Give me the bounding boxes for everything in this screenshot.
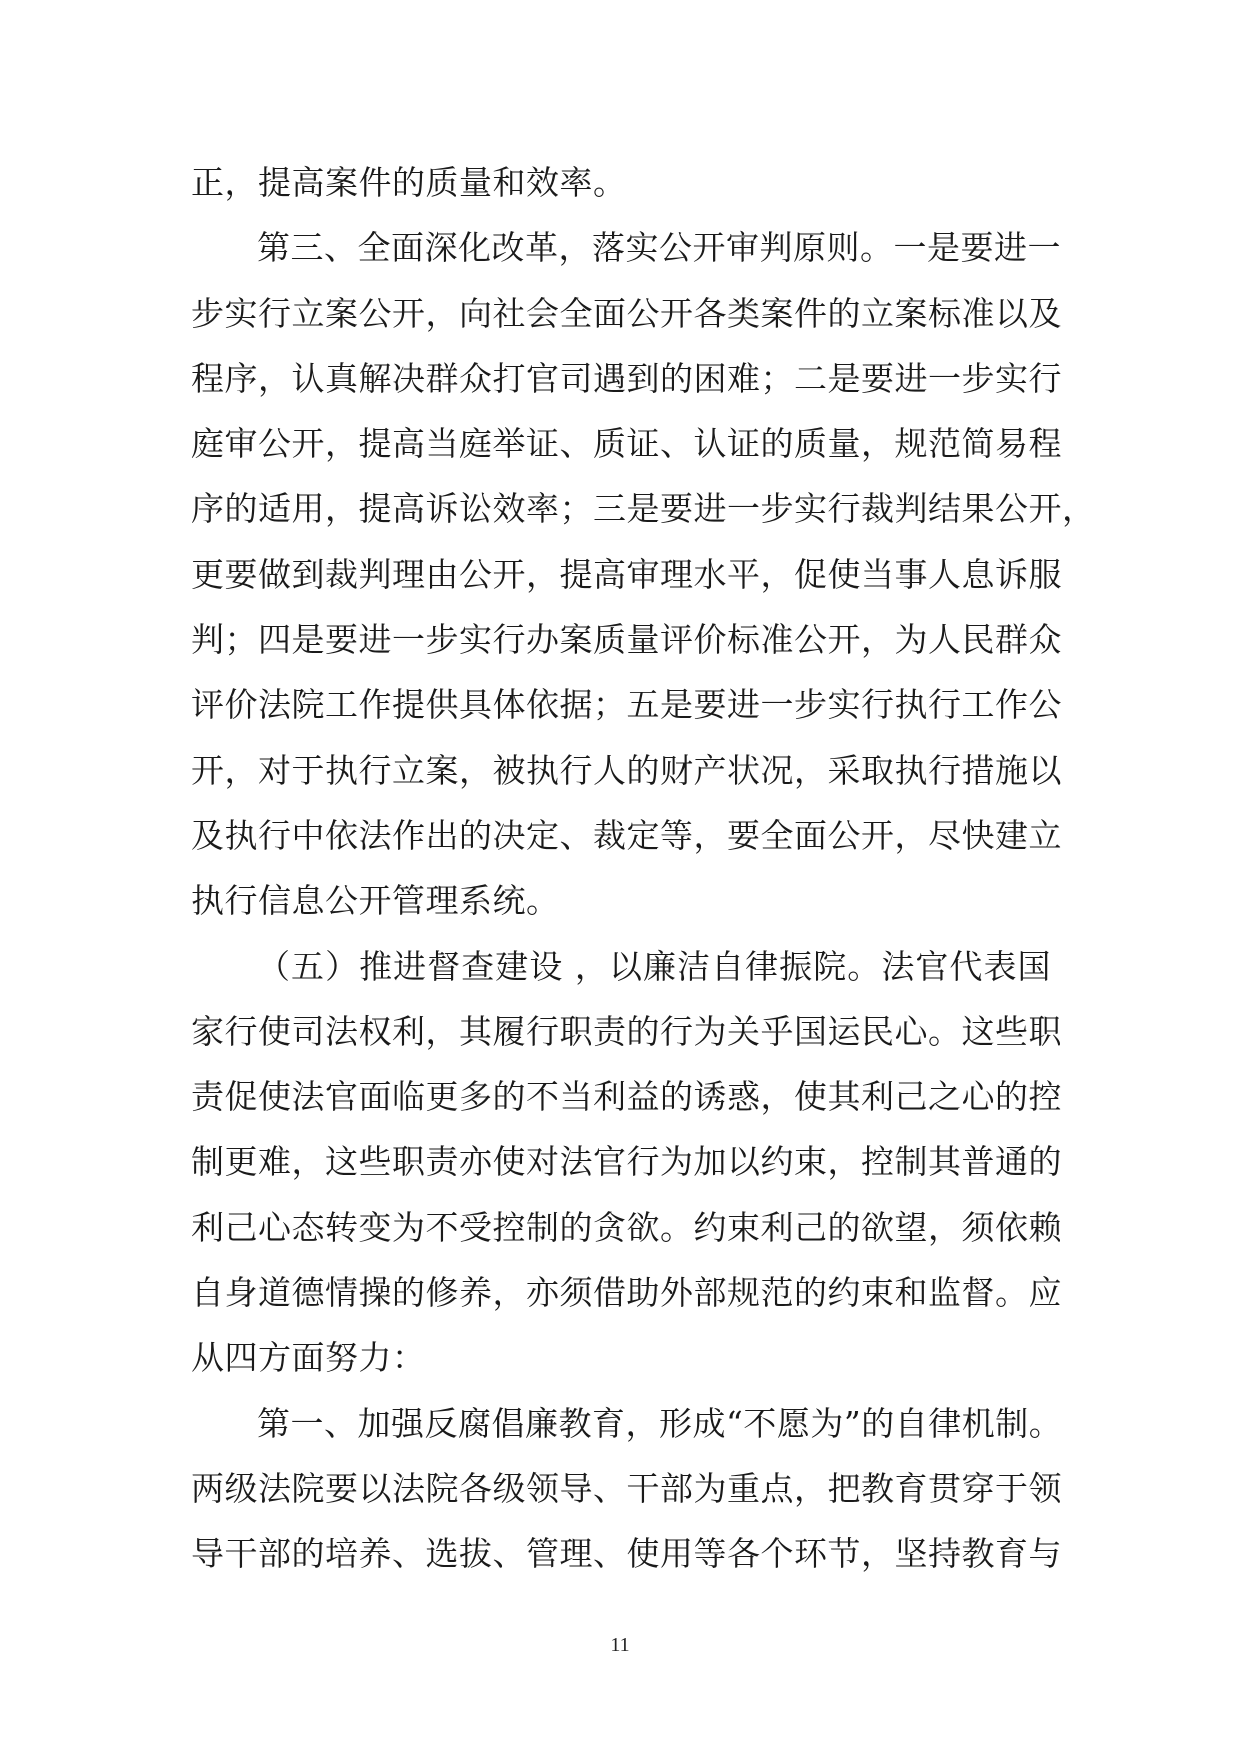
- text-line: 更要做到裁判理由公开，提高审理水平，促使当事人息诉服: [191, 554, 1062, 594]
- text-line: （五）推进督查建设 ，以廉洁自律振院。法官代表国: [257, 946, 1051, 986]
- text-line: 正，提高案件的质量和效率。: [191, 163, 627, 202]
- text-line: 第一、加强反腐倡廉教育，形成“不愿为”的自律机制。: [257, 1403, 1063, 1443]
- text-line: 程序，认真解决群众打官司遇到的困难；二是要进一步实行: [191, 358, 1062, 398]
- text-line: 家行使司法权利，其履行职责的行为关乎国运民心。这些职: [191, 1011, 1062, 1051]
- body-text: [191, 150, 1096, 1587]
- text-line: 开，对于执行立案，被执行人的财产状况，采取执行措施以: [191, 750, 1062, 790]
- text-line: 执行信息公开管理系统。: [191, 881, 560, 921]
- page-number: 11: [610, 1634, 630, 1656]
- text-line: 从四方面努力：: [191, 1338, 426, 1378]
- text-line: 利己心态转变为不受控制的贪欲。约束利己的欲望，须依赖: [191, 1207, 1062, 1247]
- text-line: 判；四是要进一步实行办案质量评价标准公开，为人民群众: [191, 620, 1062, 660]
- text-line: 导干部的培养、选拔、管理、使用等各个环节，坚持教育与: [191, 1534, 1062, 1574]
- text-line: 制更难，这些职责亦使对法官行为加以约束，控制其普通的: [191, 1142, 1062, 1182]
- text-line: 庭审公开，提高当庭举证、质证、认证的质量，规范简易程: [191, 424, 1062, 464]
- text-line: 步实行立案公开，向社会全面公开各类案件的立案标准以及: [191, 293, 1062, 333]
- text-line: 及执行中依法作出的决定、裁定等，要全面公开，尽快建立: [191, 815, 1062, 855]
- text-line: 评价法院工作提供具体依据；五是要进一步实行执行工作公: [191, 685, 1062, 725]
- text-line: 自身道德情操的修养，亦须借助外部规范的约束和监督。应: [191, 1273, 1062, 1313]
- text-line: 责促使法官面临更多的不当利益的诱惑，使其利己之心的控: [191, 1077, 1062, 1117]
- text-line: 序的适用，提高诉讼效率；三是要进一步实行裁判结果公开，: [191, 489, 1096, 529]
- text-line: 两级法院要以法院各级领导、干部为重点，把教育贯穿于领: [191, 1468, 1062, 1508]
- text-line: 第三、全面深化改革，落实公开审判原则。一是要进一: [257, 228, 1061, 268]
